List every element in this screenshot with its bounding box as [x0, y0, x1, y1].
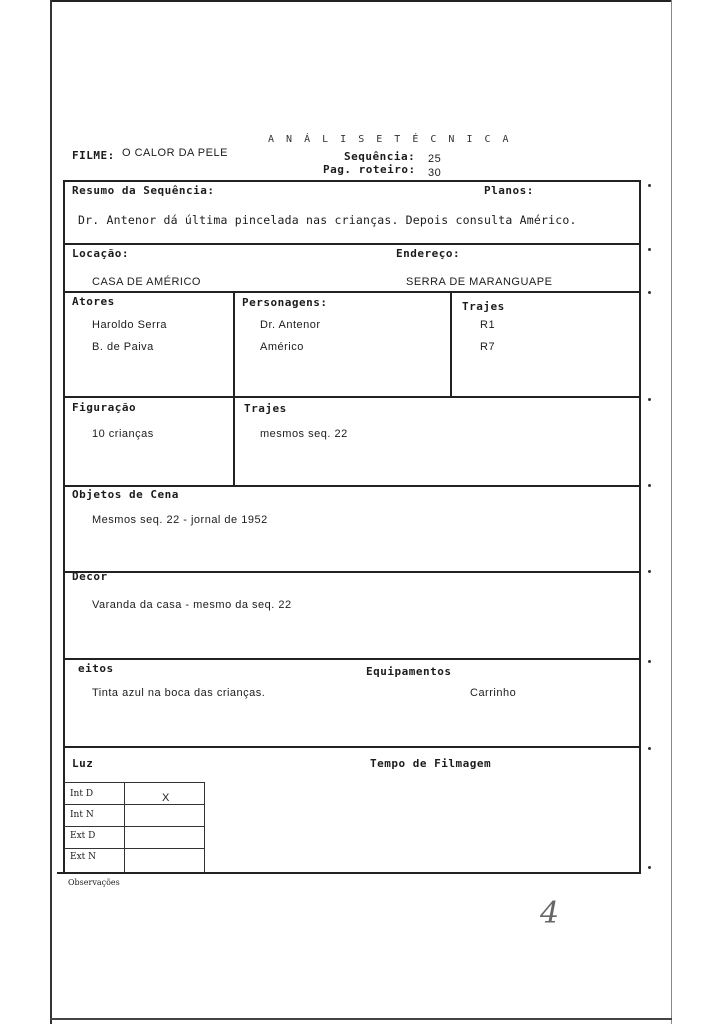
equipamentos-value: Carrinho — [470, 687, 517, 699]
luz-row-mark: X — [162, 792, 170, 804]
traje-2: R7 — [480, 341, 496, 353]
form-bottom-line — [57, 872, 641, 874]
divider-elenco — [63, 396, 641, 398]
equipamentos-label: Equipamentos — [366, 665, 452, 678]
margin-dot — [648, 184, 651, 187]
traje-1: R1 — [480, 319, 496, 331]
divider-objetos — [63, 571, 641, 573]
divider-decor — [63, 658, 641, 660]
objetos-label: Objetos de Cena — [72, 488, 179, 501]
form-title: A N Á L I S E T É C N I C A — [268, 134, 512, 145]
endereco-value: SERRA DE MARANGUAPE — [406, 276, 553, 288]
pag-roteiro-value: 30 — [428, 167, 442, 179]
resumo-label: Resumo da Sequência: — [72, 184, 215, 197]
sequencia-value: 25 — [428, 153, 442, 165]
luz-grid-right — [204, 782, 205, 872]
luz-label: Luz — [72, 757, 94, 770]
page-mark: 4 — [540, 896, 560, 931]
ator-1: Haroldo Serra — [92, 319, 167, 331]
form-right-line — [639, 180, 641, 874]
luz-grid-row-2 — [64, 826, 204, 827]
divider-atores-personagens — [233, 291, 235, 397]
margin-dot — [648, 291, 651, 294]
margin-dot — [648, 747, 651, 750]
margin-dot — [648, 484, 651, 487]
sequencia-label: Sequência: — [344, 150, 416, 163]
luz-grid-divider — [124, 782, 125, 872]
luz-row-label: Ext D — [70, 831, 96, 841]
margin-dot — [648, 570, 651, 573]
form-top-line — [63, 180, 641, 182]
figuracao-value: 10 crianças — [92, 428, 154, 440]
personagem-1: Dr. Antenor — [260, 319, 321, 331]
locacao-value: CASA DE AMÉRICO — [92, 276, 201, 288]
page-edge-left — [50, 0, 52, 1024]
luz-row-label: Ext N — [70, 852, 96, 862]
filme-value: O CALOR DA PELE — [122, 147, 228, 159]
observacoes-label: Observações — [68, 878, 120, 887]
trajes-label: Trajes — [462, 300, 505, 313]
personagem-2: Américo — [260, 341, 304, 353]
figuracao-trajes-value: mesmos seq. 22 — [260, 428, 348, 440]
personagens-label: Personagens: — [242, 296, 328, 309]
page-edge-top — [50, 0, 672, 2]
margin-dot — [648, 248, 651, 251]
divider-efeitos — [63, 746, 641, 748]
filme-label: FILME: — [72, 149, 115, 162]
efeitos-label: eitos — [78, 662, 114, 675]
locacao-label: Locação: — [72, 247, 129, 260]
divider-resumo — [63, 243, 641, 245]
page-edge-bottom — [50, 1018, 672, 1020]
resumo-text: Dr. Antenor dá última pincelada nas crianças. Depois consulta Américo. — [78, 213, 577, 227]
divider-figuracao — [63, 485, 641, 487]
luz-grid-row-1 — [64, 804, 204, 805]
margin-dot — [648, 866, 651, 869]
form-left-line — [63, 180, 65, 874]
page-edge-right — [671, 0, 672, 1024]
objetos-value: Mesmos seq. 22 - jornal de 1952 — [92, 514, 268, 526]
margin-dot — [648, 398, 651, 401]
margin-dot — [648, 660, 651, 663]
figuracao-label: Figuração — [72, 401, 137, 414]
luz-row-label: Int D — [70, 789, 94, 799]
luz-grid-top — [64, 782, 204, 783]
tempo-filmagem-label: Tempo de Filmagem — [370, 757, 492, 770]
decor-value: Varanda da casa - mesmo da seq. 22 — [92, 599, 292, 611]
atores-label: Atores — [72, 295, 115, 308]
decor-label: Decor — [72, 570, 108, 583]
figuracao-trajes-label: Trajes — [244, 402, 287, 415]
endereco-label: Endereço: — [396, 247, 461, 260]
luz-grid-row-3 — [64, 848, 204, 849]
divider-personagens-trajes — [450, 291, 452, 397]
planos-label: Planos: — [484, 184, 534, 197]
ator-2: B. de Paiva — [92, 341, 154, 353]
efeitos-value: Tinta azul na boca das crianças. — [92, 687, 266, 699]
divider-figuracao-trajes — [233, 396, 235, 486]
pag-roteiro-label: Pag. roteiro: — [323, 163, 416, 176]
luz-row-label: Int N — [70, 810, 94, 820]
divider-locacao — [63, 291, 641, 293]
